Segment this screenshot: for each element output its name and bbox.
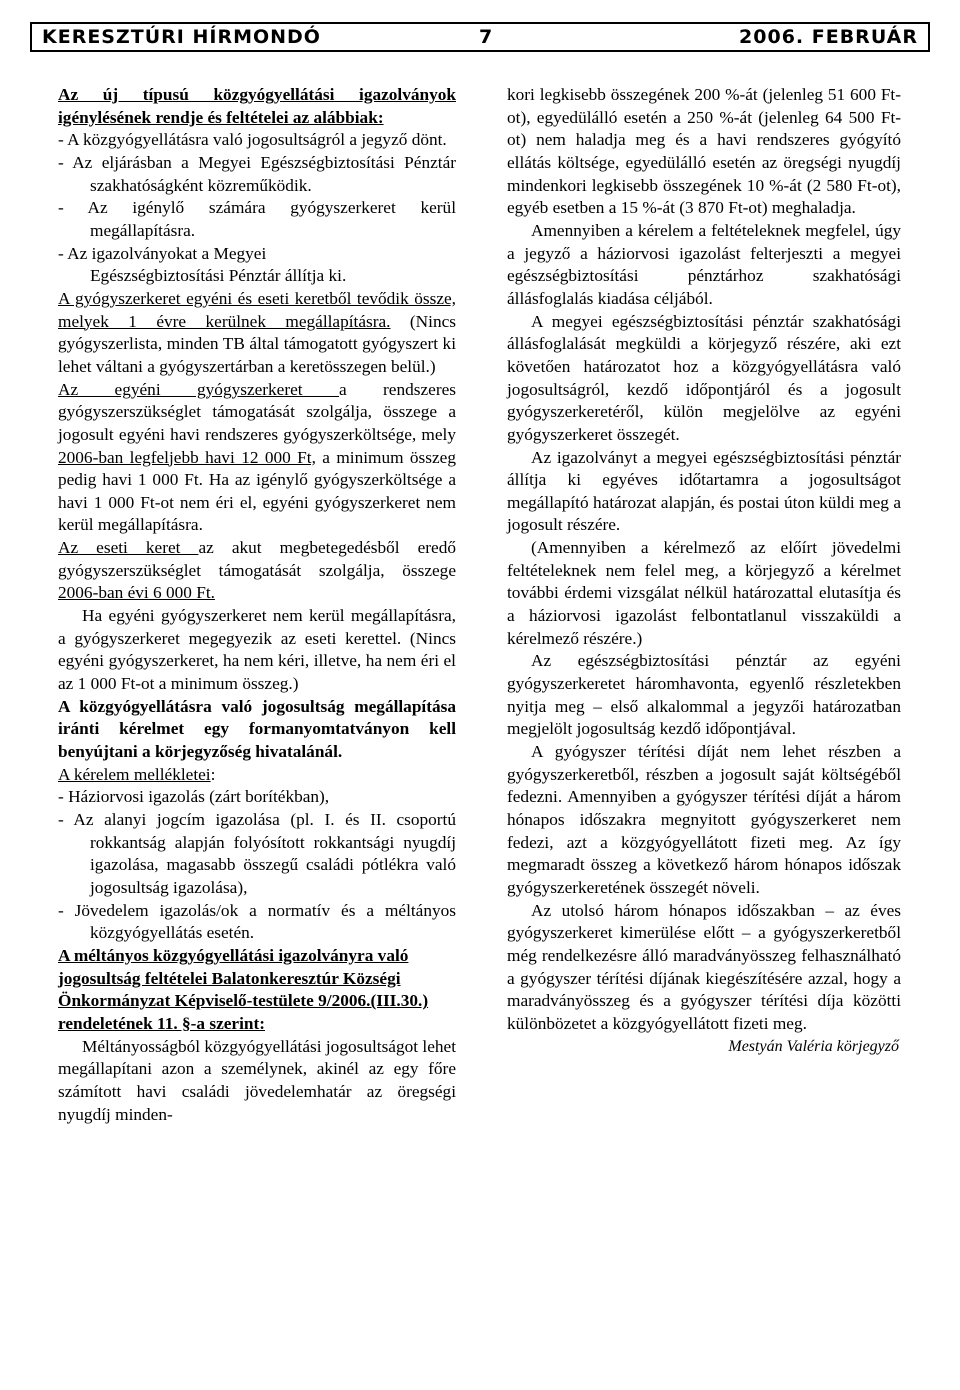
issue-date: 2006. FEBRUÁR <box>739 26 918 48</box>
paragraph: Amennyiben a kérelem a feltételeknek megfelel, úgy a jegyző a háziorvosi igazolást felterjeszti a megyei egészségbiztosítási pénztárhoz szakhatósági állásfoglalás kiadása céljából. <box>507 220 901 308</box>
bullet-item: - Az eljárásban a Megyei Egészségbiztosítási Pénztár szakhatóságként közreműködik. <box>58 152 456 195</box>
page-header <box>30 22 930 52</box>
attachment-item: - Háziorvosi igazolás (zárt borítékban), <box>58 787 330 807</box>
paragraph-no-individual: Ha egyéni gyógyszerkeret nem kerül megállapításra, a gyógyszerkeret megegyezik az eseti kerettel. (Nincs egyéni gyógyszerkeret, ha nem kéri, illetve, ha nem éri el az 1 000 Ft-ot a minimum összeg.) <box>58 606 456 694</box>
attachment-item: - Jövedelem igazolás/ok a normatív és a méltányos közgyógyellátás esetén. <box>58 900 456 943</box>
left-column <box>58 84 456 1126</box>
paragraph-occasional-budget: Az eseti keret az akut megbetegedésből eredő gyógyszerszükséglet támogatását szolgálja, összege 2006-ban évi 6 000 Ft. <box>58 538 456 603</box>
paragraph-framework: A gyógyszerkeret egyéni és eseti keretből tevődik össze, melyek 1 évre kerülnek megállapításra. (Nincs gyógyszerlista, minden TB által támogatott gyógyszert ki lehet váltani a gyógyszertárban a keretösszegen belül.) <box>58 288 456 376</box>
article-heading: Az új típusú közgyógyellátási igazolványok igénylésének rendje és feltételei az alábbiak: <box>58 85 456 127</box>
paragraph-individual-budget: Az egyéni gyógyszerkeret a rendszeres gyógyszerszükséglet támogatását szolgálja, összege a jogosult egyéni havi rendszeres gyógyszerköltsége, mely 2006-ban legfeljebb havi 12 000 Ft, a minimum összeg pedig havi 1 000 Ft. Ha az igénylő gyógyszerköltsége a havi 1 000 Ft-ot nem éri el, egyéni gyógyszerkeret nem kerül megállapításra. <box>58 379 456 535</box>
page-number: 7 <box>479 26 494 48</box>
paragraph: A megyei egészségbiztosítási pénztár szakhatósági állásfoglalását megküldi a körjegyző részére, aki ezt követően határozatot hoz a közgyógyellátásra való jogosultságról, kezdő időpontjáról és a jogosult gyógyszerkeretéről, külön megjelölve az egyéni gyógyszerkeret összegét. <box>507 311 901 444</box>
right-column <box>507 84 901 1058</box>
paragraph: A gyógyszer térítési díját nem lehet részben a gyógyszerkeretből, részben a jogosult saját költségéből fedezni. Amennyiben a gyógyszer térítési díját a három hónapos időszakra megnyitott gyógyszerkeret nem fedezi, azt a közgyógyellátott fizeti meg. Az így megmaradt összeg a következő három hónapos időszak gyógyszerkeretének összegét növeli. <box>507 742 901 897</box>
paragraph: (Amennyiben a kérelmező az előírt jövedelmi feltételeknek nem felel meg, a körjegyző a kérelmet további érdemi vizsgálat nélkül határozattal elutasítja és a háziorvosi igazolást felbontatlanul visszaküldi a kérelmező részére.) <box>507 538 901 648</box>
attachment-item: - Az alanyi jogcím igazolása (pl. I. és II. csoportú rokkantság alapján folyósított rokkantsági nyugdíj igazolása, magasabb összegű családi pótlékra való jogosultság igazolása), <box>58 810 456 897</box>
author-signature: Mestyán Valéria körjegyző <box>728 1037 899 1055</box>
equity-paragraph: Méltányosságból közgyógyellátási jogosultságot lehet megállapítani azon a személynek, akinél az egy főre számított havi családi jövedelemhatár az öregségi nyugdíj minden- <box>58 1036 456 1124</box>
paragraph: Az egészségbiztosítási pénztár az egyéni gyógyszerkeretet háromhavonta, egyenlő részletekben nyitja meg – első alkalommal a jegyzői határozatban megjelölt jogosultság kezdő időpontjával. <box>507 651 901 739</box>
application-notice: A közgyógyellátásra való jogosultság megállapítása iránti kérelmet egy formanyomtatványon kell benyújtani a körjegyzőség hivatalánál. <box>58 696 456 762</box>
paragraph: Az utolsó három hónapos időszakban – az éves gyógyszerkeret kimerülése előtt – a gyógyszerkeretből még rendelkezésre álló maradványösszeg felhasználható a gyógyszer térítési díjának kiegészítésére azzal, hogy a maradványösszeg és a gyógyszer térítési díja közötti különbözetet a közgyógyellátott fizeti meg. <box>507 900 901 1033</box>
paragraph: Az igazolványt a megyei egészségbiztosítási pénztár állítja ki egyéves időtartamra a jogosultságot megállapító határozat alapján, és postai úton küldi meg a jogosult részére. <box>507 447 901 535</box>
bullet-item: - Az igénylő számára gyógyszerkeret kerül megállapításra. <box>58 198 456 240</box>
equity-heading: A méltányos közgyógyellátási igazolványra való jogosultság feltételei Balatonkeresztúr Községi Önkormányzat Képviselő-testülete 9/2006.(III.30.) rendeletének 11. §-a szerint: <box>58 945 429 1033</box>
publication-title: KERESZTÚRI HÍRMONDÓ <box>42 26 321 48</box>
bullet-item: - A közgyógyellátásra való jogosultságról a jegyző dönt. <box>58 130 447 150</box>
paragraph: kori legkisebb összegének 200 %-át (jelenleg 51 600 Ft-ot), egyedülálló esetén a 250 %-át (jelenleg 64 500 Ft-ot) nem haladja meg és a havi rendszeres gyógyító ellátás költsége, egyedülálló esetén az öregségi nyugdíj mindenkori legkisebb összegének 10 %-át (2 580 Ft-ot), egyéb esetben a 15 %-át (3 870 Ft-ot) meghaladja. <box>507 85 901 218</box>
bullet-item: - Az igazolványokat a Megyei Egészségbiztosítási Pénztár állítja ki. <box>58 243 347 286</box>
attachments-heading: A kérelem mellékletei: <box>58 764 216 784</box>
